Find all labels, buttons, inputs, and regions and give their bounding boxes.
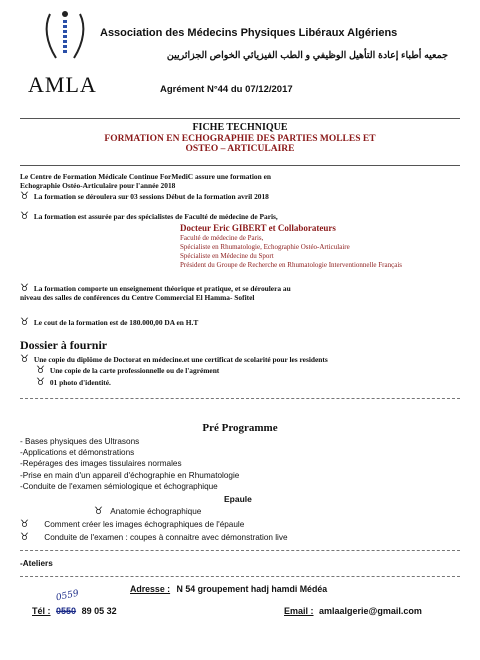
taurus-bullet-icon: ♉: [20, 283, 29, 294]
epaule-heading: Epaule: [224, 494, 252, 504]
programme-item: -Applications et démonstrations: [20, 448, 135, 458]
doctor-line: Spécialiste en Rhumatologie, Echographie Ostéo-Articulaire: [180, 243, 350, 251]
email-label: Email :: [284, 606, 314, 616]
dossier-item: [20, 355, 328, 364]
agrement: Agrément N°44 du 07/12/2017: [160, 84, 293, 95]
teaching-text: La formation comporte un enseignement théorique et pratique, et se déroulera au: [33, 284, 291, 293]
specialists-text: La formation est assurée par des spécialistes de Faculté de médecine de Paris,: [33, 212, 278, 221]
doctor-line: Spécialiste en Médecine du Sport: [180, 252, 274, 260]
epaule-item: [20, 532, 288, 543]
dossier-item-text: Une copie du diplôme de Doctorat en médecine.et une certificat de scolarité pour les residents: [33, 355, 328, 364]
phone: [32, 606, 117, 616]
address-label: Adresse :: [130, 584, 171, 594]
title-line1: FICHE TECHNIQUE: [192, 122, 288, 133]
taurus-bullet-icon: ♉: [20, 211, 29, 222]
divider: [20, 398, 460, 399]
teaching-line2: niveau des salles de conférences du Centre Commercial El Hamma- Sofitel: [20, 293, 255, 302]
spine-figure-logo-icon: [40, 8, 90, 70]
ateliers: -Ateliers: [20, 559, 53, 568]
title-box: [20, 118, 460, 166]
tel-prefix: 0550: [56, 606, 77, 616]
programme-item: - Bases physiques des Ultrasons: [20, 437, 140, 446]
header: [0, 0, 480, 110]
epaule-item-text: Anatomie échographique: [110, 507, 202, 516]
intro-line2: Echographie Ostéo-Articulaire pour l'année 2018: [20, 181, 176, 190]
dossier-item-text: Une copie de la carte professionnelle ou de l'agrément: [49, 366, 220, 375]
doctor-line: Faculté de médecine de Paris,: [180, 234, 264, 242]
dossier-item: [36, 366, 219, 375]
dossier-item: [36, 378, 111, 387]
org-name: Association des Médecins Physiques Libéraux Algériens: [100, 27, 398, 39]
specialists-item: [20, 212, 278, 221]
footer-divider: [20, 576, 460, 577]
taurus-bullet-icon: ♉: [36, 377, 45, 388]
logo-text: AMLA: [28, 72, 97, 97]
programme-item: -Repérages des images tissulaires normales: [20, 459, 182, 469]
programme-item: -Prise en main d'un appareil d'échographie en Rhumatologie: [20, 470, 240, 480]
taurus-bullet-icon: ♉: [94, 506, 103, 517]
tel-rest: 89 05 32: [81, 606, 117, 616]
dossier-heading: Dossier à fournir: [20, 338, 108, 352]
epaule-item-text: Conduite de l'examen : coupes à connaitre avec démonstration live: [44, 533, 288, 542]
email-value[interactable]: amlaalgerie@gmail.com: [319, 606, 422, 616]
cost-text: Le cout de la formation est de 180.000,00 DA en H.T: [33, 318, 199, 327]
doctor-name: Docteur Eric GIBERT et Collaborateurs: [180, 223, 336, 233]
taurus-bullet-icon: ♉: [20, 519, 29, 530]
title-line2: FORMATION EN ECHOGRAPHIE DES PARTIES MOLLES ET: [104, 134, 376, 144]
programme-list: [20, 436, 239, 492]
epaule-item: [94, 506, 201, 517]
email: [284, 606, 422, 616]
title-line3: OSTEO – ARTICULAIRE: [185, 144, 295, 154]
epaule-item: [20, 519, 244, 530]
tel-label: Tél :: [32, 606, 51, 616]
divider: [20, 550, 460, 551]
taurus-bullet-icon: ♉: [36, 365, 45, 376]
dossier-item-text: 01 photo d'identité.: [49, 378, 111, 387]
epaule-item-text: Comment créer les images échographiques de l'épaule: [44, 520, 245, 529]
org-name-arabic: جمعيه أطباء إعادة التأهيل الوظيفي و الطب الفيزيائي الخواص الجزائريين: [166, 50, 448, 61]
teaching-item: [20, 284, 291, 293]
taurus-bullet-icon: ♉: [20, 317, 29, 328]
address-value: N 54 groupement hadj hamdi Médéa: [176, 584, 328, 594]
programme-heading: Pré Programme: [202, 422, 278, 434]
sessions-item: [20, 192, 269, 201]
taurus-bullet-icon: ♉: [20, 354, 29, 365]
cost-item: [20, 318, 198, 327]
doctor-line: Président du Groupe de Recherche en Rhumatologie Interventionnelle Français: [180, 261, 402, 269]
programme-item: -Conduite de l'examen sémiologique et échographique: [20, 481, 218, 491]
taurus-bullet-icon: ♉: [20, 191, 29, 202]
intro-line1: Le Centre de Formation Médicale Continue ForMediC assure une formation en: [20, 172, 271, 181]
address: [130, 584, 327, 594]
tel-handwritten: 0559: [55, 588, 80, 604]
taurus-bullet-icon: ♉: [20, 532, 29, 543]
sessions-text: La formation se déroulera sur 03 sessions Début de la formation avril 2018: [33, 192, 269, 201]
